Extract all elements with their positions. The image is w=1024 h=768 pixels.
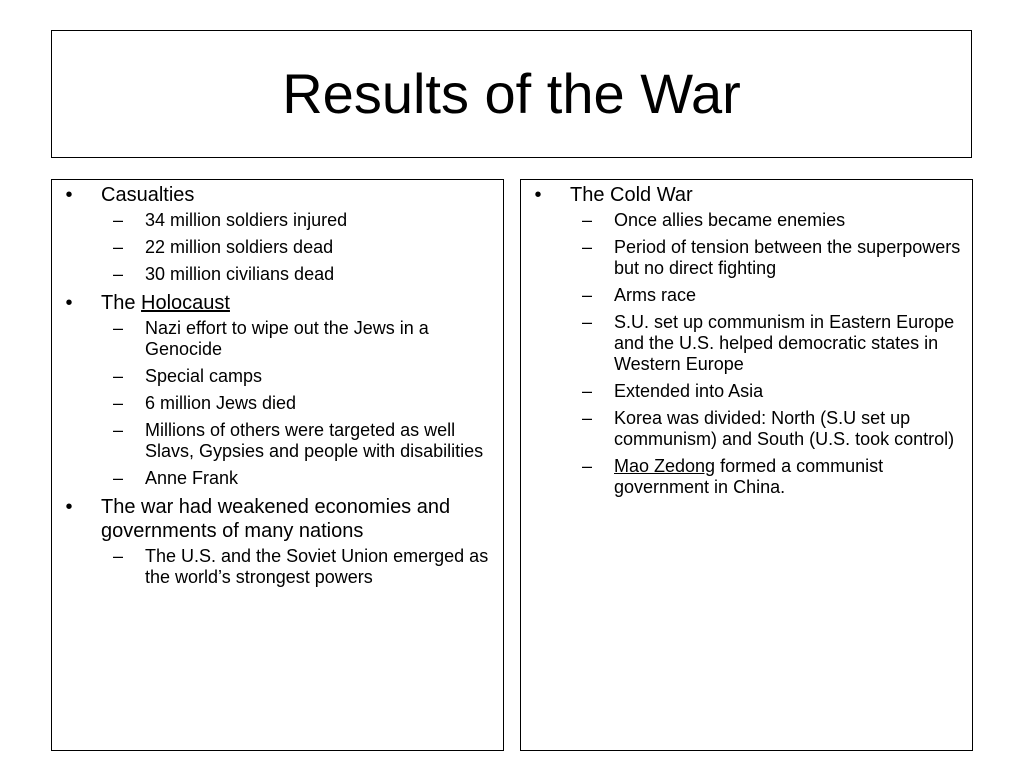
sub-item-text: Period of tension between the superpowers but no direct fighting: [614, 237, 961, 278]
sub-item-text: S.U. set up communism in Eastern Europe and the U.S. helped democratic states in Western Europe: [614, 312, 955, 374]
sub-item-text: Anne Frank: [145, 468, 239, 488]
left-bullet-list: [52, 183, 495, 588]
bullet-icon: •: [65, 184, 73, 206]
sub-list: [101, 546, 495, 588]
dash-icon: –: [113, 468, 124, 488]
sub-list: [101, 318, 495, 489]
sub-item-text: Arms race: [614, 285, 697, 305]
sub-item: [100, 468, 495, 489]
right-content-box: [520, 179, 973, 751]
sub-list: [101, 210, 495, 285]
dash-icon: –: [582, 237, 593, 257]
sub-item: [100, 210, 495, 231]
sub-item-text-suffix: formed a communist government in China.: [614, 456, 889, 497]
left-content-box: [51, 179, 504, 751]
sub-item-text: Korea was divided: North (S.U set up communism) and South (U.S. took control): [614, 408, 955, 449]
bullet-icon: •: [65, 496, 73, 518]
sub-item: [569, 285, 964, 306]
sub-item-text: 22 million soldiers dead: [145, 237, 334, 257]
dash-icon: –: [582, 312, 593, 332]
title-box: [51, 30, 972, 158]
dash-icon: –: [582, 381, 593, 401]
sub-item-text: Nazi effort to wipe out the Jews in a Genocide: [145, 318, 429, 359]
sub-item: [569, 237, 964, 279]
dash-icon: –: [582, 210, 593, 230]
bullet-text: The Cold War: [570, 184, 693, 206]
sub-item-text: The U.S. and the Soviet Union emerged as the world’s strongest powers: [145, 546, 489, 587]
sub-item: [569, 210, 964, 231]
sub-item-text: 30 million civilians dead: [145, 264, 335, 284]
sub-item: [569, 312, 964, 375]
sub-item-text: 6 million Jews died: [145, 393, 297, 413]
sub-item: [100, 393, 495, 414]
bullet-item-cold-war: [521, 183, 964, 498]
dash-icon: –: [582, 408, 593, 428]
dash-icon: –: [582, 285, 593, 305]
bullet-text-prefix: The: [101, 292, 142, 314]
bullet-item-weakened-economies: [52, 495, 495, 588]
dash-icon: –: [113, 264, 124, 284]
bullet-icon: •: [65, 292, 73, 314]
dash-icon: –: [582, 456, 593, 476]
sub-item: [100, 420, 495, 462]
sub-item-text: Millions of others were targeted as well Slavs, Gypsies and people with disabilities: [145, 420, 484, 461]
dash-icon: –: [113, 420, 124, 440]
sub-item-text: Once allies became enemies: [614, 210, 846, 230]
right-bullet-list: [521, 183, 964, 498]
sub-list: [570, 210, 964, 498]
dash-icon: –: [113, 546, 124, 566]
bullet-text: The war had weakened economies and governments of many nations: [101, 496, 451, 542]
bullet-item-holocaust: [52, 291, 495, 489]
sub-item: [100, 366, 495, 387]
sub-item-mao-zedong: [569, 456, 964, 498]
dash-icon: –: [113, 318, 124, 338]
slide-title: Results of the War: [282, 62, 741, 125]
sub-item-text: Extended into Asia: [614, 381, 764, 401]
sub-item: [100, 264, 495, 285]
bullet-icon: •: [534, 184, 542, 206]
sub-item-text: 34 million soldiers injured: [145, 210, 348, 230]
dash-icon: –: [113, 210, 124, 230]
sub-item: [100, 237, 495, 258]
holocaust-underlined-term: Holocaust: [141, 292, 230, 314]
sub-item: [100, 318, 495, 360]
dash-icon: –: [113, 237, 124, 257]
mao-zedong-underlined-term: Mao Zedong: [614, 456, 716, 476]
dash-icon: –: [113, 366, 124, 386]
bullet-item-casualties: [52, 183, 495, 285]
sub-item: [569, 408, 964, 450]
sub-item-text: Special camps: [145, 366, 263, 386]
sub-item: [569, 381, 964, 402]
sub-item: [100, 546, 495, 588]
dash-icon: –: [113, 393, 124, 413]
bullet-text: Casualties: [101, 184, 195, 206]
